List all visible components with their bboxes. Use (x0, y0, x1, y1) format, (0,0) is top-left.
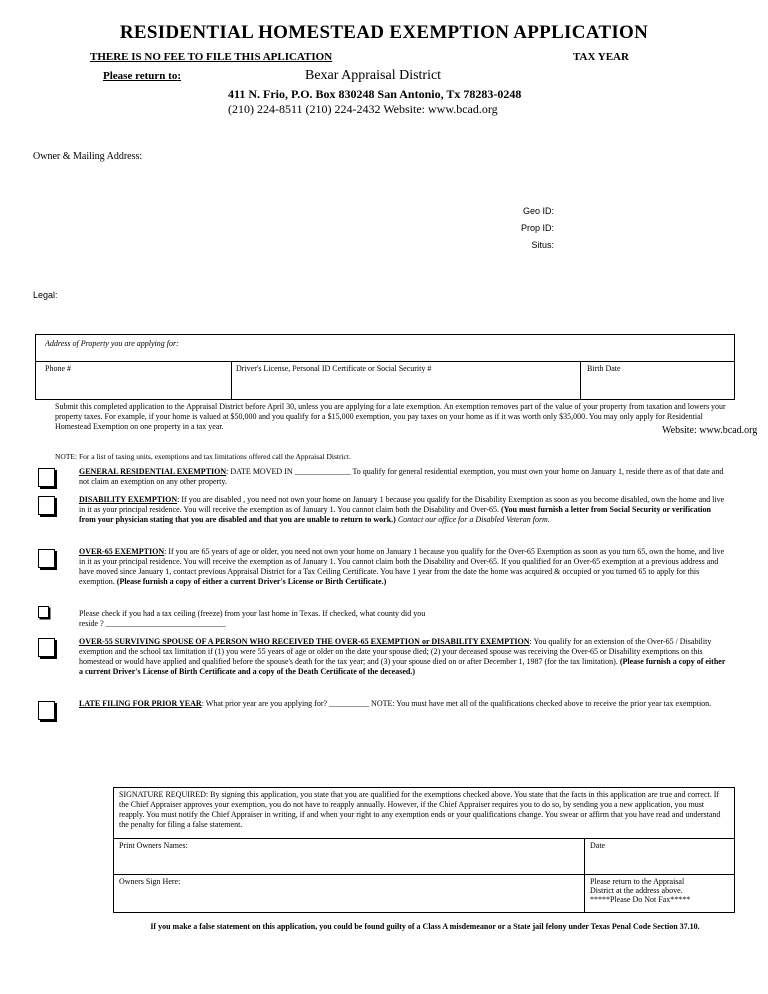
license-field[interactable]: Driver's License, Personal ID Certificate or Social Security # (236, 364, 432, 373)
surviving-spouse-requirement: (Please furnish a copy of either a current Driver's License of Birth Certificate and a copy of the Death Certificate of the deceased.) (79, 657, 726, 676)
disability-veteran-note: Contact our office for a Disabled Veteran form. (395, 515, 550, 524)
owner-mailing-label: Owner & Mailing Address: (33, 151, 143, 162)
over65-exemption-heading: OVER-65 EXEMPTION (79, 547, 165, 556)
false-statement-warning: If you make a false statement on this application, you could be found guilty of a Class A misdemeanor or a State jail felony under Texas Penal Code Section 37.10. (150, 922, 700, 931)
surviving-spouse-text: : You qualify for an extension of the Over-65 / Disability exemption and the school tax limitation if (1) you were 55 years of age or older on the date your spouse died; (2) your deceased spouse was receiving the Over-65 or Disability exemptions on this homestead or would have applied and qualified before the spouse's death for the tax year; and (3) your spouse died on or after December 1, 1987 (for the tax limitation). (79, 637, 712, 666)
general-exemption-text: : DATE MOVED IN ______________ To qualify for general residential exemption, you must own your home on January 1, reside there as of that date and not claim an exemption on any other property. (79, 467, 724, 486)
disability-exemption-checkbox[interactable] (38, 496, 55, 515)
district-name: Bexar Appraisal District (305, 68, 442, 83)
over65-exemption-text: : If you are 65 years of age or older, you need not own your home on January 1 because you qualify for the Over-65 Exemption as soon as you turn 65, own the home, and live in it as your principal residence. You will receive the exemption as of January 1. You cannot claim both the Disability and Over-65. If you qualified for an Over-65 exemption at a previous address and have moved since January 1, contact previous Appraisal District for a Tax Ceiling Certificate. You have 1 year from the date the home was acquired & occupied or you turned 65 to apply for this exemption. (79, 547, 725, 586)
over65-exemption-section (79, 547, 729, 587)
late-filing-heading: LATE FILING FOR PRIOR YEAR (79, 699, 202, 708)
disability-exemption-text: : If you are disabled , you need not own your home on January 1 because you qualify for the Disability Exemption as soon as you become disabled, own the home and live in it as your principal residence. You will receive the exemption as of January 1. You cannot claim both the Disability and Over-65. (79, 495, 725, 514)
signature-table (113, 787, 735, 913)
prop-id-label: Prop ID: (520, 223, 554, 233)
legal-label: Legal: (33, 290, 58, 300)
return-note-line2: District at the address above. (590, 886, 683, 895)
late-filing-section (79, 699, 729, 709)
note-text: NOTE: For a list of taxing units, exemptions and tax limitations offered call the Appraisal District. (55, 452, 351, 461)
return-note (585, 875, 735, 913)
surviving-spouse-checkbox[interactable] (38, 638, 55, 657)
please-return-label: Please return to: (103, 70, 181, 82)
disability-exemption-section (79, 495, 729, 525)
tax-ceiling-question: Please check if you had a tax ceiling (freeze) from your last home in Texas. If checked, what county did you (79, 609, 426, 618)
situs-label: Situs: (531, 240, 554, 250)
birth-date-field[interactable]: Birth Date (587, 364, 621, 373)
intro-paragraph: Submit this completed application to the Appraisal District before April 30, unless you are applying for a late exemption. An exemption removes part of the value of your property from taxation and lowers your property taxes. For example, if your home is valued at $50,000 and you qualify for a $15,000 exemption, you pay taxes on your home as if it was worth only $35,000. You may only apply for Residential Homestead Exemption on one property in a tax year. (55, 402, 726, 431)
over65-exemption-checkbox[interactable] (38, 549, 55, 568)
signature-statement: SIGNATURE REQUIRED: By signing this application, you state that you are qualified for the exemptions checked above. You state that the facts in this application are true and correct. If the Chief Appraiser approves your exemption, you do not have to reapply annually. However, if the Chief Appraiser requires you to do so, by sending you a new application, you must reapply. You must notify the Chief Appraiser in writing, if and when your right to any exemption ends or your qualifications change. You swear or affirm that you have read and understand the penalty for filing a false statement. (114, 788, 735, 839)
over65-exemption-requirement: (Please furnish a copy of either a current Driver's License or Birth Certificate.) (116, 577, 387, 586)
general-exemption-checkbox[interactable] (38, 468, 55, 487)
tax-ceiling-county[interactable]: reside ? ______________________________ (79, 619, 226, 628)
property-info-table (35, 334, 735, 400)
surviving-spouse-heading: OVER-55 SURVIVING SPOUSE OF A PERSON WHO RECEIVED THE OVER-65 EXEMPTION or DISABILITY EXEMPTION (79, 637, 530, 646)
district-address: 411 N. Frio, P.O. Box 830248 San Antonio, Tx 78283-0248 (228, 87, 522, 101)
tax-year-label: TAX YEAR (573, 51, 629, 63)
tax-ceiling-checkbox[interactable] (38, 606, 49, 618)
return-note-line1: Please return to the Appraisal (590, 877, 685, 886)
print-owners-name-field[interactable]: Print Owners Names: (114, 839, 585, 875)
return-note-line3: *****Please Do Not Fax***** (590, 895, 691, 904)
disability-exemption-heading: DISABILITY EXEMPTION (79, 495, 178, 504)
tax-ceiling-section (79, 609, 729, 629)
surviving-spouse-section (79, 637, 729, 677)
disability-exemption-requirement: (You must furnish a letter from Social Security or verification from your physician stating that you are disabled and that you are unable to return to work.) (79, 505, 711, 524)
phone-field[interactable]: Phone # (45, 364, 71, 373)
late-filing-text: : What prior year are you applying for? __________ NOTE: You must have met all of the qualifications checked above to receive the prior year tax exemption. (201, 699, 712, 708)
geo-id-label: Geo ID: (522, 206, 554, 216)
district-phones: (210) 224-8511 (210) 224-2432 Website: www.bcad.org (228, 102, 498, 116)
no-fee-notice: THERE IS NO FEE TO FILE THIS APLICATION (90, 51, 333, 63)
owner-signature-field[interactable]: Owners Sign Here: (114, 875, 585, 913)
form-title: RESIDENTIAL HOMESTEAD EXEMPTION APPLICATION (119, 22, 649, 43)
general-exemption-heading: GENERAL RESIDENTIAL EXEMPTION (79, 467, 227, 476)
website-repeat: Website: www.bcad.org (662, 425, 758, 436)
signature-date-field[interactable]: Date (585, 839, 735, 875)
late-filing-checkbox[interactable] (38, 701, 55, 720)
property-address-field[interactable]: Address of Property you are applying for: (45, 339, 179, 348)
general-exemption-section (79, 467, 729, 487)
